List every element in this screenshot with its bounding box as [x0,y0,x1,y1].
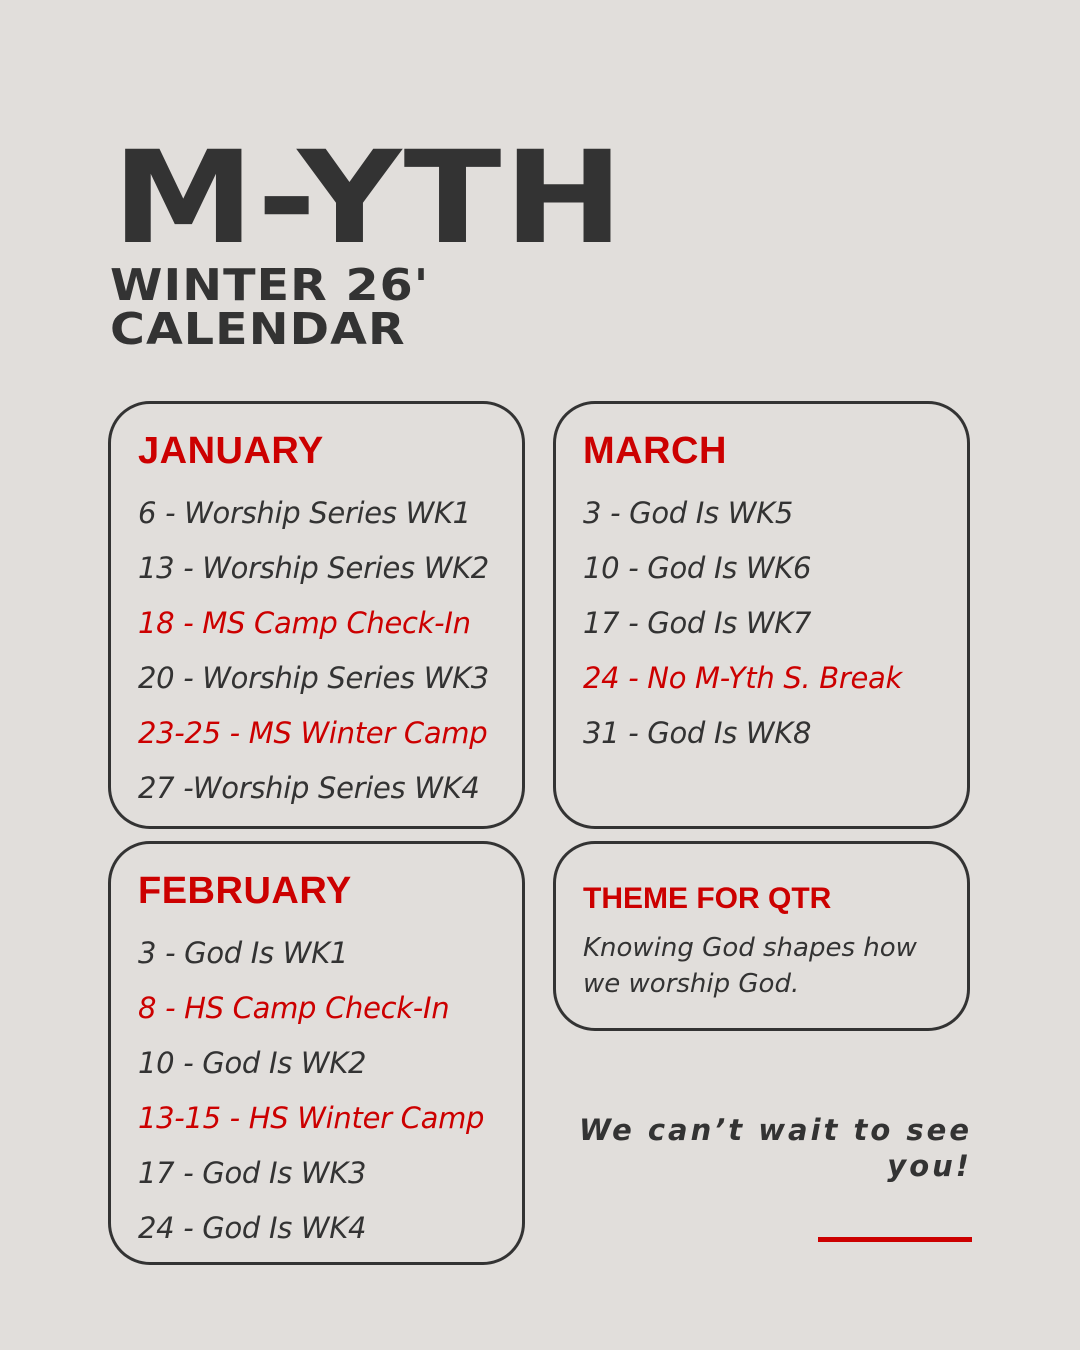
subtitle-line-1: WINTER 26' [110,260,430,311]
event-item: 18 - MS Camp Check-In [138,606,471,640]
event-item: 10 - God Is WK2 [138,1046,367,1080]
event-list-january [138,486,489,816]
accent-divider [818,1237,972,1242]
february-card [108,841,525,1265]
event-item: 20 - Worship Series WK3 [138,661,489,695]
closing-message: We can’t wait to see you! [578,1113,972,1183]
event-item: 17 - God Is WK3 [138,1156,367,1190]
event-item: 6 - Worship Series WK1 [138,496,471,530]
event-item: 17 - God Is WK7 [583,606,812,640]
event-item: 13-15 - HS Winter Camp [138,1101,485,1135]
event-item: 8 - HS Camp Check-In [138,991,450,1025]
march-card [553,401,970,829]
event-item: 10 - God Is WK6 [583,551,812,585]
january-card [108,401,525,829]
page-subtitle [110,260,430,355]
theme-text: Knowing God shapes how we worship God. [583,933,917,999]
month-title-february: FEBRUARY [138,870,352,912]
month-title-march: MARCH [583,430,727,472]
theme-heading: THEME FOR QTR [583,882,832,915]
event-list-february [138,926,484,1256]
event-item: 24 - No M-Yth S. Break [583,661,902,695]
event-item: 3 - God Is WK1 [138,936,349,970]
event-item: 24 - God Is WK4 [138,1211,367,1245]
event-item: 13 - Worship Series WK2 [138,551,489,585]
subtitle-line-2: CALENDAR [110,304,406,355]
event-item: 27 -Worship Series WK4 [138,771,480,805]
event-list-march [583,486,902,761]
theme-card [553,841,970,1031]
event-item: 3 - God Is WK5 [583,496,794,530]
page-title: M-YTH [112,124,626,273]
event-item: 31 - God Is WK8 [583,716,812,750]
event-item: 23-25 - MS Winter Camp [138,716,488,750]
month-title-january: JANUARY [138,430,324,472]
